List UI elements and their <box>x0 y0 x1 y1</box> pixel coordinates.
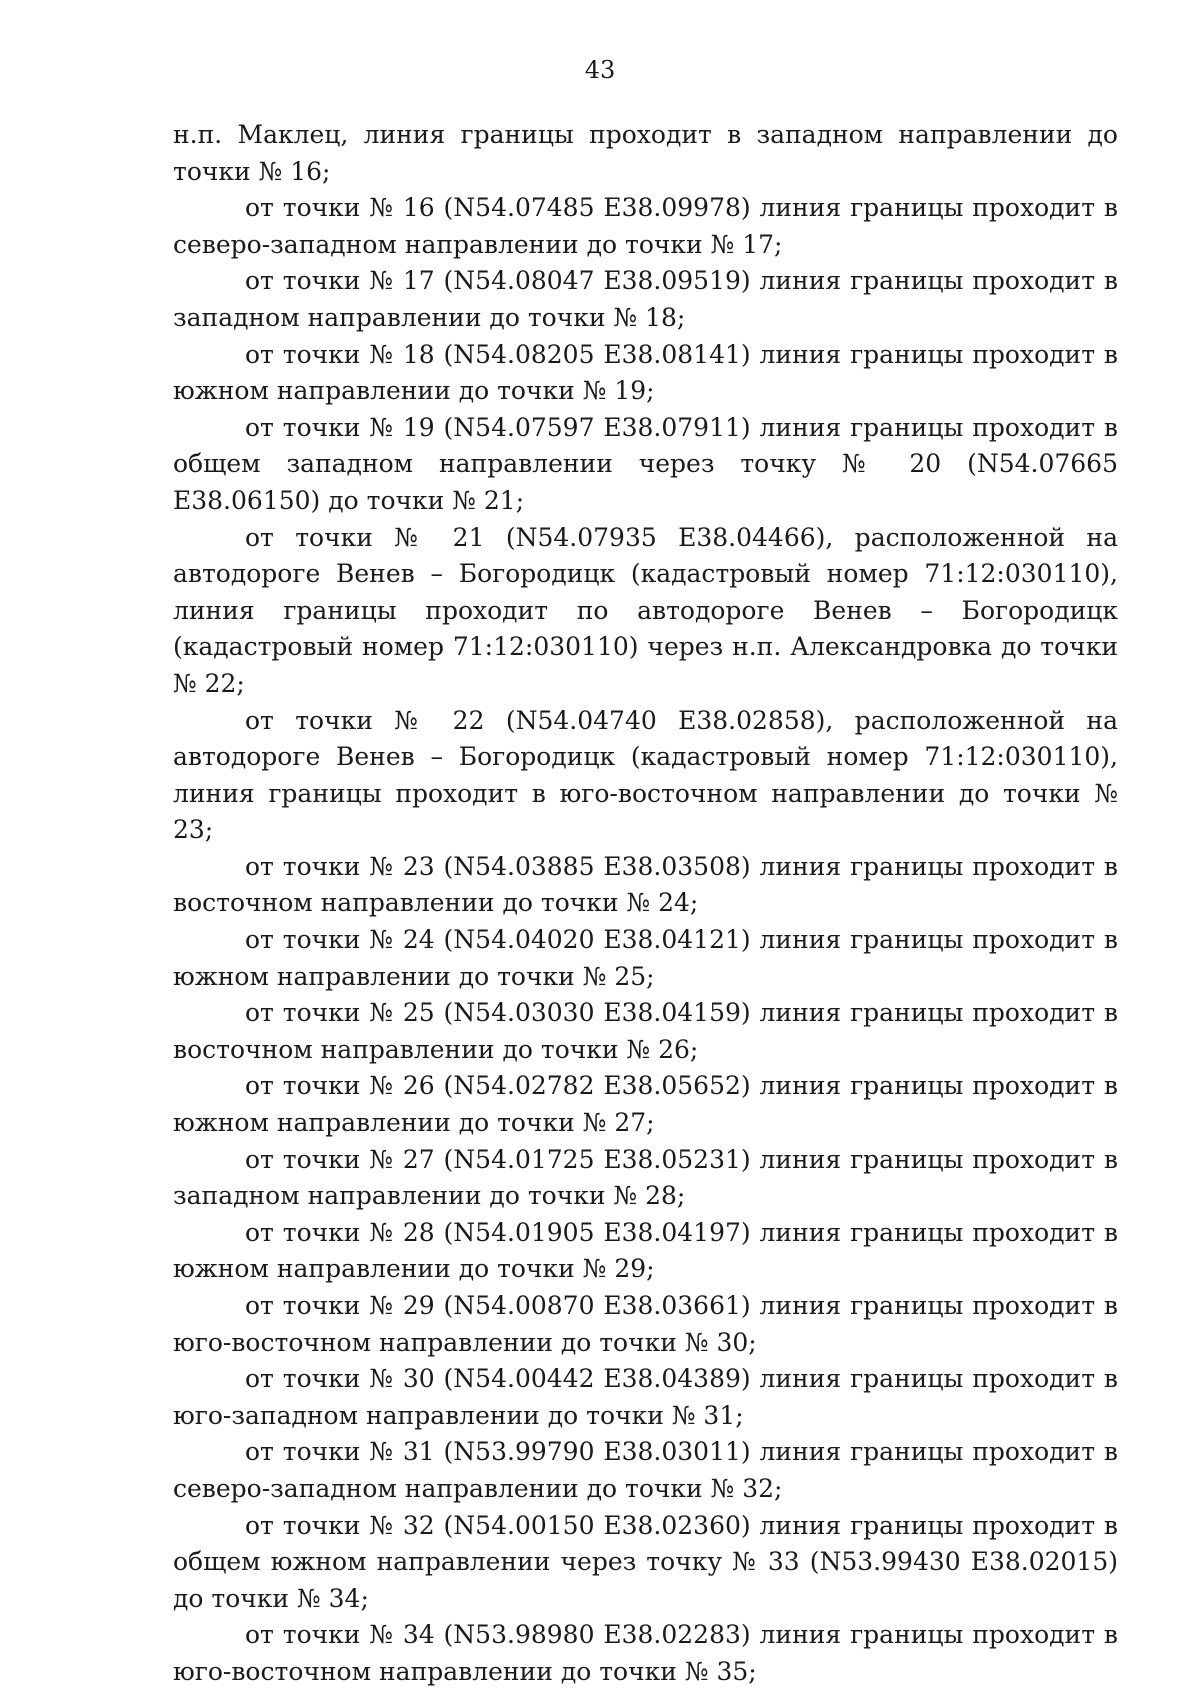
paragraph-point-16: от точки № 16 (N54.07485 E38.09978) линия границы проходит в северо-западном направлении до точки № 17; <box>173 193 1118 259</box>
paragraph-point-19: от точки № 19 (N54.07597 E38.07911) линия границы проходит в общем западном направлении через точку № 20 (N54.07665 E38.06150) до точки № 21; <box>173 412 1118 515</box>
paragraph-continuation: н.п. Маклец, линия границы проходит в западном направлении до точки № 16; <box>173 120 1118 186</box>
paragraph-point-25: от точки № 25 (N54.03030 E38.04159) линия границы проходит в восточном направлении до точки № 26; <box>173 998 1118 1064</box>
document-body <box>173 117 1118 1691</box>
paragraph-point-18: от точки № 18 (N54.08205 E38.08141) линия границы проходит в южном направлении до точки № 19; <box>173 339 1118 406</box>
paragraph-point-26: от точки № 26 (N54.02782 E38.05652) линия границы проходит в южном направлении до точки № 27; <box>173 1071 1118 1138</box>
paragraph-point-21: от точки № 21 (N54.07935 E38.04466), расположенной на автодороге Венев – Богородицк (кадастровый номер 71:12:030110), линия границы проходит по автодороге Венев – Богородицк (кадастровый номер 71:12:030110) через н.п. Александровка до точки № 22; <box>173 522 1118 698</box>
paragraph-point-32: от точки № 32 (N54.00150 E38.02360) линия границы проходит в общем южном направлении через точку № 33 (N53.99430 E38.02015) до точки № 34; <box>173 1510 1118 1613</box>
paragraph-point-34: от точки № 34 (N53.98980 E38.02283) линия границы проходит в юго-восточном направлении до точки № 35; <box>173 1620 1118 1686</box>
paragraph-point-31: от точки № 31 (N53.99790 E38.03011) линия границы проходит в северо-западном направлении до точки № 32; <box>173 1437 1118 1503</box>
page-number: 43 <box>584 56 616 84</box>
paragraph-point-17: от точки № 17 (N54.08047 E38.09519) линия границы проходит в западном направлении до точки № 18; <box>173 266 1118 332</box>
paragraph-point-22: от точки № 22 (N54.04740 E38.02858), расположенной на автодороге Венев – Богородицк (кадастровый номер 71:12:030110), линия границы проходит в юго-восточном направлении до точки № 23; <box>173 705 1118 845</box>
paragraph-point-29: от точки № 29 (N54.00870 E38.03661) линия границы проходит в юго-восточном направлении до точки № 30; <box>173 1291 1118 1357</box>
paragraph-point-27: от точки № 27 (N54.01725 E38.05231) линия границы проходит в западном направлении до точки № 28; <box>173 1144 1118 1211</box>
paragraph-point-28: от точки № 28 (N54.01905 E38.04197) линия границы проходит в южном направлении до точки № 29; <box>173 1217 1118 1284</box>
paragraph-point-24: от точки № 24 (N54.04020 E38.04121) линия границы проходит в южном направлении до точки № 25; <box>173 925 1118 991</box>
paragraph-point-30: от точки № 30 (N54.00442 E38.04389) линия границы проходит в юго-западном направлении до точки № 31; <box>173 1364 1118 1430</box>
paragraph-point-23: от точки № 23 (N54.03885 E38.03508) линия границы проходит в восточном направлении до точки № 24; <box>173 851 1118 918</box>
